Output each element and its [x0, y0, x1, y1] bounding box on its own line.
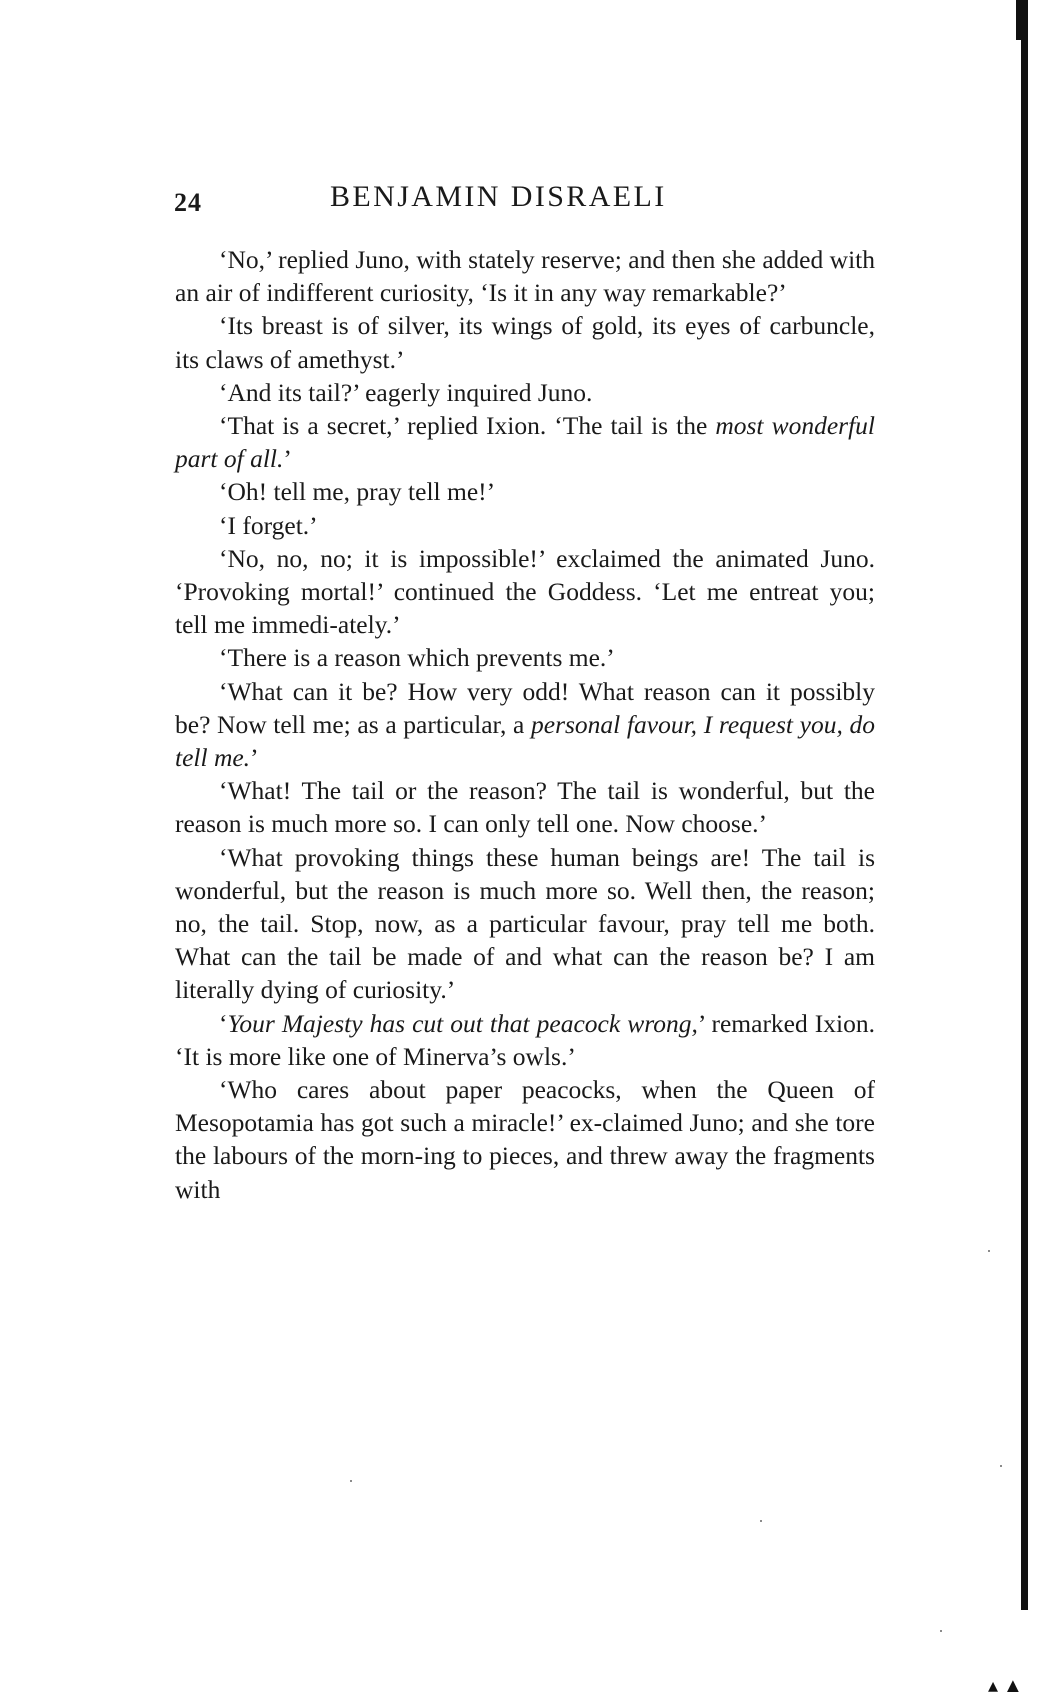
paragraph: ‘Who cares about paper peacocks, when the Queen of Mesopotamia has got such a miracle!’ ex-claimed Juno; and she tore the labours of the morn-ing to pieces, and threw away the fragments with	[175, 1075, 875, 1204]
running-title: BENJAMIN DISRAELI	[330, 180, 667, 213]
italic-phrase: Your Majesty has cut out that peacock wrong,	[227, 1008, 698, 1038]
paragraph: ‘No,’ replied Juno, with stately reserve; and then she added with an air of indifferent curiosity, ‘Is it in any way remarkable?’	[175, 245, 875, 308]
body-text	[175, 243, 875, 1206]
paragraph: ‘What can it be? How very odd! What reason can it possibly be? Now tell me; as a particular, a personal favour, I request you, do tell me.’	[175, 676, 875, 773]
italic-phrase: most wonderful part of all.	[175, 411, 875, 474]
page-corner-mark: ▴ ▲	[988, 1675, 1023, 1697]
paragraph: ‘Your Majesty has cut out that peacock wrong,’ remarked Ixion. ‘It is more like one of Minerva’s owls.’	[175, 1008, 876, 1071]
paragraph: ‘What! The tail or the reason? The tail is wonderful, but the reason is much more so. I can only tell one. Now choose.’	[175, 776, 875, 839]
paragraph: ‘Its breast is of silver, its wings of gold, its eyes of carbuncle, its claws of amethyst.’	[175, 311, 875, 374]
scan-speck	[1000, 1465, 1002, 1467]
italic-phrase: personal favour, I request you, do tell me.	[175, 709, 875, 773]
page-edge-shadow	[1021, 0, 1028, 1610]
paragraph: ‘There is a reason which prevents me.’	[219, 643, 615, 673]
scan-speck	[350, 1480, 352, 1482]
paragraph: ‘And its tail?’ eagerly inquired Juno.	[219, 377, 593, 407]
scan-speck	[988, 1250, 990, 1252]
page-header	[174, 180, 874, 226]
paragraph: ‘What provoking things these human beings are! The tail is wonderful, but the reason is much more so. Well then, the reason; no, the tail. Stop, now, as a particular favour, pray tell me both. What can the tail be made of and what can the reason be? I am literally dying of curiosity.’	[175, 842, 875, 1005]
paragraph: ‘No, no, no; it is impossible!’ exclaimed the animated Juno. ‘Provoking mortal!’ continued the Goddess. ‘Let me entreat you; tell me immedi-ately.’	[175, 543, 875, 640]
page-number: 24	[174, 188, 202, 217]
paragraph: ‘Oh! tell me, pray tell me!’	[219, 477, 496, 507]
paragraph: ‘I forget.’	[219, 510, 318, 540]
scan-speck	[940, 1630, 942, 1632]
paragraph: ‘That is a secret,’ replied Ixion. ‘The tail is the most wonderful part of all.’	[175, 411, 875, 474]
scan-speck	[760, 1520, 762, 1522]
